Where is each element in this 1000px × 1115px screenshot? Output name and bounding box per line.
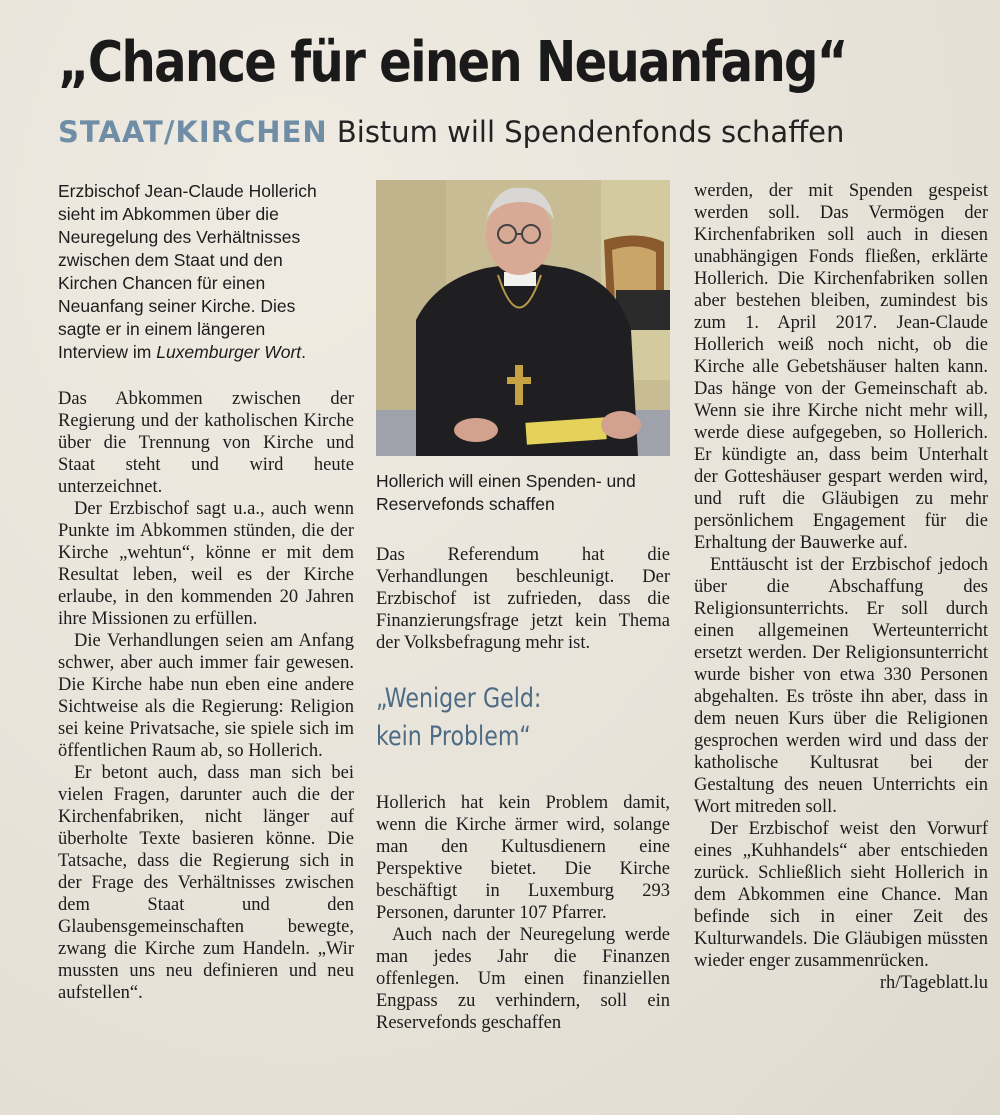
intro-lead (58, 180, 354, 364)
section-kicker: STAAT/KIRCHEN (58, 115, 328, 149)
body-paragraph: Auch nach der Neuregelung werde man jedes Jahr die Finanzen offenlegen. Um einen finanziellen Engpass zu verhindern, soll ein Reservefonds geschaffen (376, 925, 670, 1033)
intro-end: . (301, 342, 307, 362)
intro-newspaper-name: Luxemburger Wort (156, 342, 302, 362)
subheading (376, 680, 617, 756)
source-credit: rh/Tageblatt.lu (879, 973, 988, 993)
bishop-portrait-illustration (376, 180, 670, 456)
intro-text: Erzbischof Jean-Claude Hollerich sieht im Abkommen über die Neuregelung des Verhältnisses zwischen dem Staat und den Kirchen Chancen für einen Neuanfang seiner Kirche. Dies sagte er in einem längeren Interview im (58, 181, 317, 362)
subheading-line: „Weniger Geld: (376, 683, 542, 714)
body-paragraph: werden, der mit Spenden gespeist werden soll. Das Vermögen der Kirchenfabriken soll auch in diesen unabhängigen Fonds fließen, erklärte Hollerich. Die Kirchenfabriken sollen aber bestehen bleiben, zumindest bis zum 1. April 2017. Jean-Claude Hollerich weiß noch nicht, ob die Kirche alle Gebetshäuser halten kann. Das hänge von der Gemeinschaft ab. Wenn sie ihre Kirche nicht mehr will, werde diese aufgegeben, so Hollerich. Er kündigte an, dass beim Unterhalt der Gotteshäuser gespart werden wird, und ruft die Gläubigen zu mehr persönlichem Engagement für die Erhaltung der Bauwerke auf. (694, 181, 988, 553)
bishop-photo (376, 180, 670, 456)
subheading-line: kein Problem“ (376, 721, 531, 752)
column-3 (694, 180, 988, 994)
column-1 (58, 180, 354, 1004)
body-paragraph: Das Referendum hat die Verhandlungen beschleunigt. Der Erzbischof ist zufrieden, dass die Finanzierungsfrage jetzt kein Thema der Volksbefragung mehr ist. (376, 545, 670, 653)
body-paragraph: Hollerich hat kein Problem damit, wenn die Kirche ärmer wird, solange man den Kultusdienern eine Perspektive bietet. Die Kirche beschäftigt in Luxemburg 293 Personen, darunter 107 Pfarrer. (376, 793, 670, 923)
headline: „Chance für einen Neuanfang“ (58, 30, 847, 95)
body-paragraph: Enttäuscht ist der Erzbischof jedoch über die Abschaffung des Religionsunterrichts. Er soll durch einen allgemeinen Werteunterricht ersetzt werden. Der Religionsunterricht wurde bisher von etwa 330 Personen abgehalten. Es tröste ihn aber, dass in dem neuen Kurs über die Religionen gesprochen werden wird und dass der katholische Kultusrat bei der Gestaltung des neuen Unterrichts ein Wort mitreden soll. (694, 555, 988, 817)
photo-caption: Hollerich will einen Spenden- und Reservefonds schaffen (376, 471, 636, 514)
column-2 (376, 180, 670, 1034)
body-paragraph: Der Erzbischof weist den Vorwurf eines „Kuhhandels“ aber entschieden zurück. Schließlich sieht Hollerich in dem Abkommen eine Chance. Man befinde sich in einer Zeit des Kulturwandels. Die Gläubigen müssten wieder enger zusammenrücken. (694, 819, 988, 971)
kicker-row (58, 112, 844, 152)
subtitle: Bistum will Spendenfonds schaffen (336, 115, 845, 149)
body-paragraph: Er betont auch, dass man sich bei vielen Fragen, darunter auch die der Kirchenfabriken, nicht länger auf überholte Texte basieren könne. Die Tatsache, dass die Regierung sich in der Frage des Verhältnisses zwischen dem Staat und den Glaubensgemeinschaften bewegte, zwang die Kirche zum Handeln. „Wir mussten uns neu definieren und neu aufstellen“. (58, 763, 354, 1003)
body-paragraph: Die Verhandlungen seien am Anfang schwer, aber auch immer fair gewesen. Die Kirche habe nun eben eine andere Sichtweise als die Regierung: Religion sei keine Privatsache, sie spiele sich im öffentlichen Raum ab, so Hollerich. (58, 631, 354, 761)
body-paragraph: Der Erzbischof sagt u.a., auch wenn Punkte im Abkommen stünden, die der Kirche „wehtun“, könne er mit dem Resultat leben, weil es der Kirche erlaube, in den kommenden 20 Jahren ihre Missionen zu erfüllen. (58, 499, 354, 629)
body-paragraph: Das Abkommen zwischen der Regierung und der katholischen Kirche über die Trennung von Kirche und Staat steht und wird heute unterzeichnet. (58, 389, 354, 497)
